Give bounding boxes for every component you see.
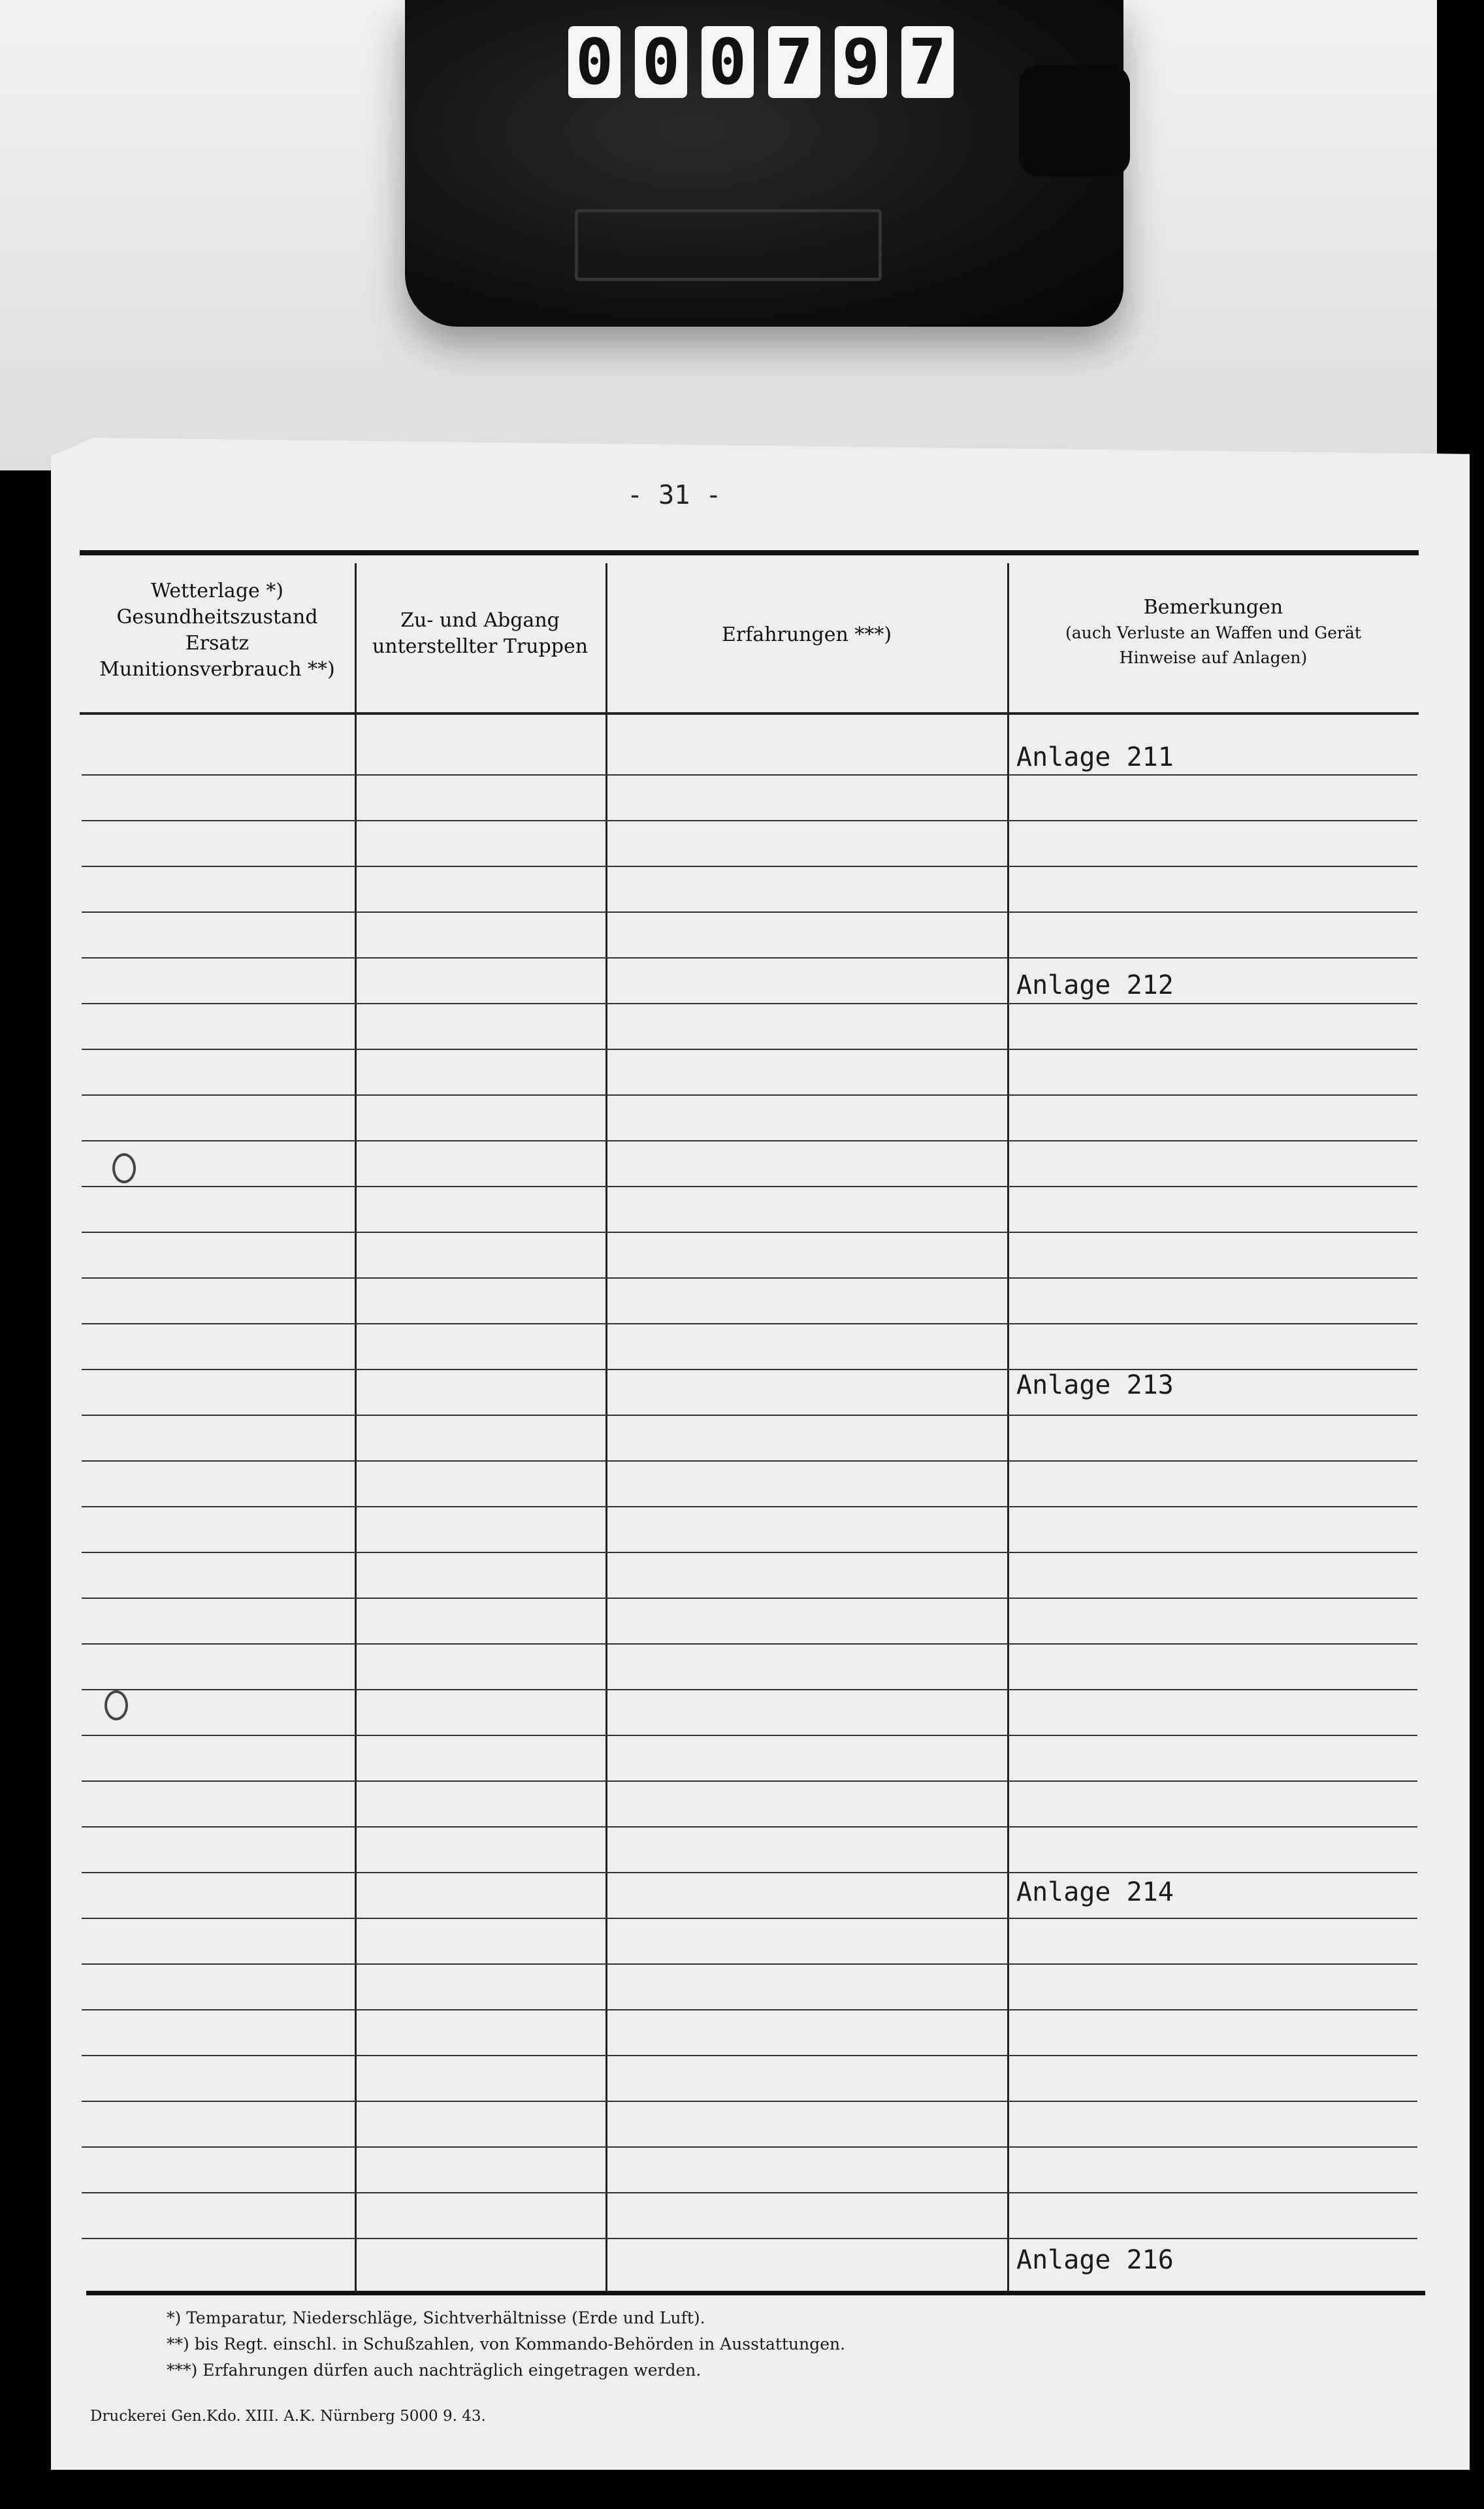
header-line: Erfahrungen ***): [721, 623, 892, 646]
ruled-line: [82, 1140, 1417, 1141]
ruled-line: [82, 1872, 1417, 1873]
ruled-line: [82, 1506, 1417, 1507]
ruled-line: [82, 1003, 1417, 1004]
ruled-line: [82, 2101, 1417, 2102]
ruled-line: [82, 1598, 1417, 1599]
header-line: Munitionsverbrauch **): [99, 658, 335, 681]
column-divider: [1007, 563, 1009, 2292]
ruled-line: [82, 911, 1417, 913]
header-line: Wetterlage *): [150, 580, 284, 602]
ruled-line: [82, 1232, 1417, 1233]
annex-reference: Anlage 211: [1016, 742, 1174, 772]
ruled-line: [82, 774, 1417, 776]
counter-digit: 9: [835, 26, 887, 98]
ruled-line: [82, 2146, 1417, 2148]
table-bottom-rule: [86, 2291, 1425, 2295]
header-line: Gesundheitszustand: [116, 606, 318, 629]
ruled-line: [82, 957, 1417, 959]
header-line: unterstellter Truppen: [372, 635, 589, 658]
ruled-line: [82, 1277, 1417, 1279]
ruled-line: [82, 1460, 1417, 1462]
ruled-line: [82, 1415, 1417, 1416]
ruled-line: [82, 1552, 1417, 1553]
ruled-line: [82, 2009, 1417, 2010]
header-line: Ersatz: [185, 632, 250, 655]
ruled-line: [82, 820, 1417, 821]
table-top-rule: [80, 550, 1419, 555]
ruled-line: [82, 1369, 1417, 1370]
counter-knob: [1019, 65, 1130, 176]
ruled-line: [82, 1689, 1417, 1690]
annex-reference: Anlage 216: [1016, 2245, 1174, 2275]
ruled-line: [82, 1643, 1417, 1645]
header-line: Zu- und Abgang: [400, 609, 560, 632]
column-header-experiences: [611, 622, 1003, 648]
annex-reference: Anlage 214: [1016, 1877, 1174, 1907]
punch-hole: [112, 1153, 136, 1183]
column-header-weather: [85, 578, 349, 683]
footnote: *) Temparatur, Niederschläge, Sichtverhältnisse (Erde und Luft).: [167, 2308, 705, 2327]
ruled-line: [82, 1323, 1417, 1324]
counter-digit: 0: [568, 26, 621, 98]
ruled-line: [82, 1918, 1417, 1919]
ruled-line: [82, 866, 1417, 867]
column-divider: [605, 563, 607, 2292]
ruled-line: [82, 1826, 1417, 1828]
ruled-line: [82, 2238, 1417, 2239]
printer-imprint: Druckerei Gen.Kdo. XIII. A.K. Nürnberg 5000 9. 43.: [90, 2408, 486, 2425]
header-subline: Hinweise auf Anlagen): [1119, 648, 1308, 667]
annex-reference: Anlage 213: [1016, 1370, 1174, 1400]
counter-digit: 7: [901, 26, 954, 98]
footnote: **) bis Regt. einschl. in Schußzahlen, von Kommando-Behörden in Ausstattungen.: [167, 2335, 846, 2353]
column-header-troops: [359, 608, 601, 660]
page-number: - 31 -: [627, 480, 722, 510]
ruled-line: [82, 1049, 1417, 1050]
header-subline: (auch Verluste an Waffen und Gerät: [1065, 623, 1361, 642]
column-header-remarks: [1012, 595, 1414, 670]
column-divider: [355, 563, 357, 2292]
punch-hole: [105, 1690, 128, 1720]
footnote: ***) Erfahrungen dürfen auch nachträglich eingetragen werden.: [167, 2361, 702, 2380]
ruled-line: [82, 1780, 1417, 1782]
header-bottom-rule: [80, 712, 1419, 715]
ruled-line: [82, 1963, 1417, 1965]
ruled-line: [82, 1094, 1417, 1096]
ruled-line: [82, 1735, 1417, 1736]
counter-digit: 7: [768, 26, 820, 98]
ruled-line: [82, 2055, 1417, 2056]
counter-slot: [575, 209, 882, 281]
counter-digits: [568, 26, 954, 98]
footnotes: [167, 2305, 845, 2384]
ruled-line: [82, 2192, 1417, 2193]
header-line: Bemerkungen: [1143, 596, 1283, 619]
counter-digit: 0: [702, 26, 754, 98]
form-sheet: [51, 438, 1470, 2470]
annex-reference: Anlage 212: [1016, 970, 1174, 1000]
counter-digit: 0: [635, 26, 687, 98]
ruled-line: [82, 1186, 1417, 1187]
